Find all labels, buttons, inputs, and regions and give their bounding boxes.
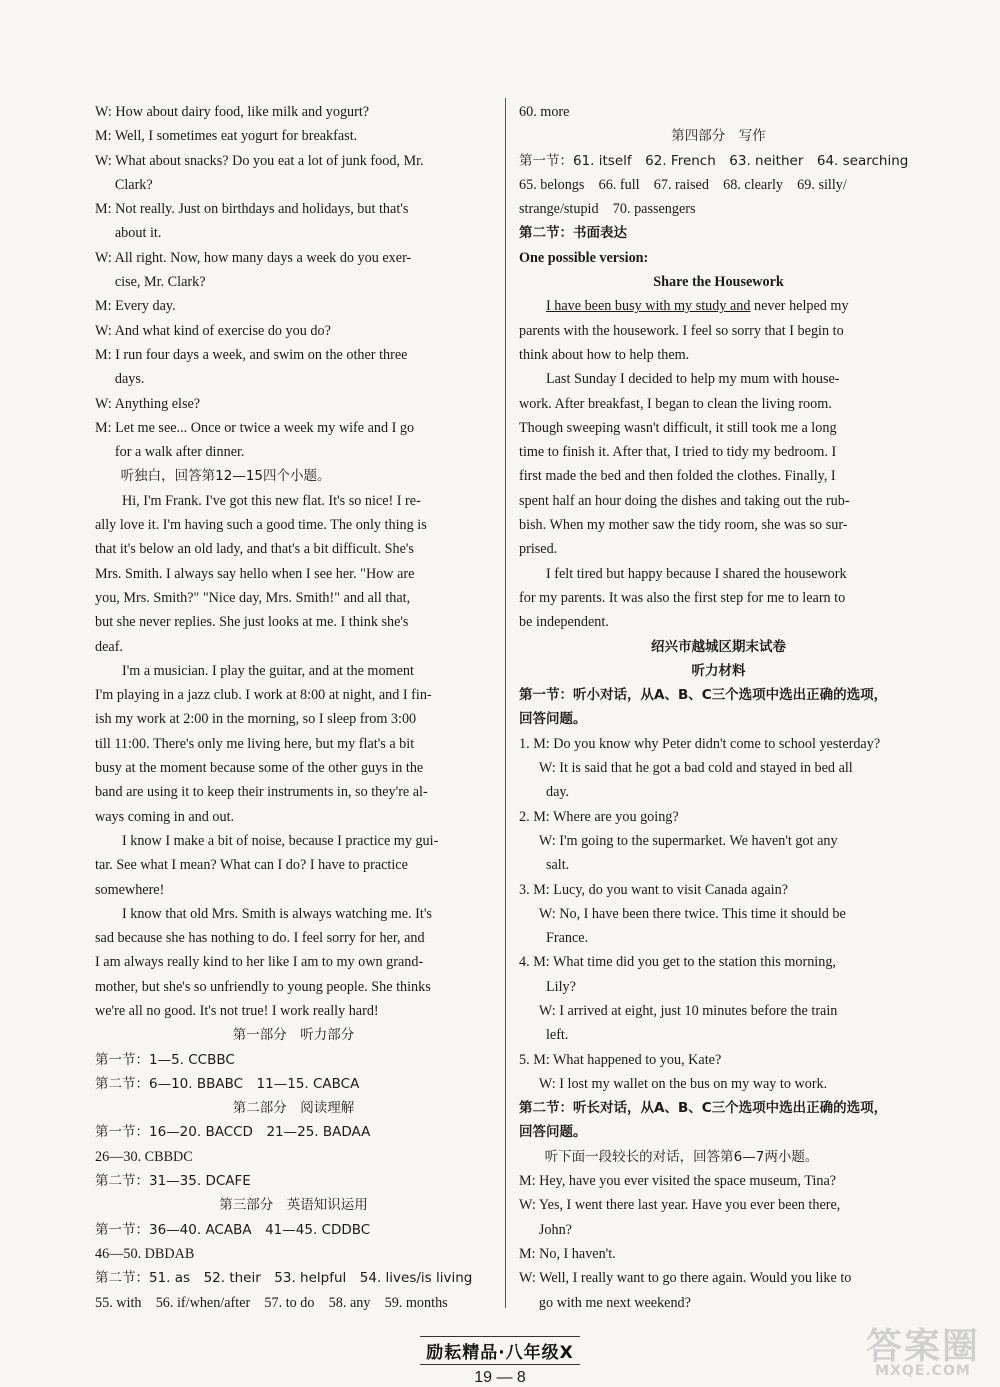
text-line: I know I make a bit of noise, because I practice my gui- — [121, 832, 439, 849]
text-line: W: I'm going to the supermarket. We haven't got any — [538, 832, 838, 849]
text-line: cise, Mr. Clark? — [114, 274, 206, 291]
text-line: One possible version: — [519, 249, 649, 266]
text-line: days. — [114, 371, 145, 388]
text-line — [519, 294, 918, 318]
text-line: 第二部分 阅读理解 — [232, 1100, 355, 1117]
text-line: 65. belongs 66. full 67. raised 68. clearly 69. silly/ — [519, 176, 847, 193]
text-line: 听下面一段较长的对话，回答第6—7两小题。 — [544, 1148, 819, 1165]
underlined-phrase: I have been busy with my study and — [545, 298, 751, 315]
text-line: deaf. — [95, 638, 123, 655]
text-line: 第一节：16—20. BACCD 21—25. BADAA — [95, 1124, 371, 1141]
text-line: 46—50. DBDAB — [95, 1245, 195, 1262]
text-line: W: All right. Now, how many days a week do you exer- — [95, 249, 412, 266]
text-line: 第一节：61. itself 62. French 63. neither 64. searching — [519, 152, 909, 169]
text-line: 听独白，回答第12—15四个小题。 — [120, 468, 331, 485]
text-line: till 11:00. There's only me living here, but my flat's a bit — [95, 735, 415, 752]
text-line: 5. M: What happened to you, Kate? — [519, 1051, 722, 1068]
text-line: 第四部分 写作 — [671, 128, 766, 145]
text-line: W: Anything else? — [95, 395, 201, 412]
text-line: sad because she has nothing to do. I feel sorry for her, and — [95, 930, 425, 947]
text-line: time to finish it. After that, I tried to tidy my bedroom. I — [519, 444, 837, 461]
text-line: be independent. — [519, 614, 609, 631]
text-line: 绍兴市越城区期末试卷 — [651, 638, 786, 655]
text-line: work. After breakfast, I began to clean the living room. — [519, 395, 832, 412]
text-line: Hi, I'm Frank. I've got this new flat. It's so nice! I re- — [121, 492, 421, 509]
text-line: somewhere! — [95, 881, 165, 898]
text-line: John? — [538, 1221, 572, 1238]
text-line: salt. — [545, 857, 570, 874]
text-line: bish. When my mother saw the tidy room, she was so sur- — [519, 517, 848, 534]
text-line: Last Sunday I decided to help my mum with house- — [545, 371, 840, 388]
text-line: 55. with 56. if/when/after 57. to do 58. any 59. months — [95, 1294, 448, 1311]
text-line: ways coming in and out. — [95, 808, 235, 825]
text-line: think about how to help them. — [519, 346, 690, 363]
text-line: W: Yes, I went there last year. Have you ever been there, — [519, 1197, 841, 1214]
text-line: I'm a musician. I play the guitar, and at the moment — [121, 662, 414, 679]
text-line: W: And what kind of exercise do you do? — [95, 322, 331, 339]
text-line: 60. more — [519, 104, 570, 120]
text-line: but she never replies. She just looks at me. I think she's — [95, 614, 409, 631]
text-line: 第一节：1—5. CCBBC — [95, 1051, 235, 1068]
text-line: 回答问题。 — [519, 711, 587, 728]
text-line: 3. M: Lucy, do you want to visit Canada again? — [519, 881, 788, 898]
text-line: W: What about snacks? Do you eat a lot of junk food, Mr. — [95, 152, 424, 169]
text-line: W: I lost my wallet on the bus on my way to work. — [538, 1075, 828, 1092]
text-line: W: It is said that he got a bad cold and stayed in bed all — [538, 760, 853, 777]
text-line: I'm playing in a jazz club. I work at 8:00 at night, and I fin- — [95, 687, 432, 704]
text-line: strange/stupid 70. passengers — [519, 201, 696, 218]
text-line: 第三部分 英语知识运用 — [219, 1197, 368, 1214]
watermark-url: MXQE.COM — [875, 1363, 971, 1379]
text-line: ally love it. I'm having such a good time. The only thing is — [95, 517, 427, 534]
text-line: band are using it to keep their instruments in, so they're al- — [95, 784, 428, 801]
text-line: Lily? — [545, 978, 576, 995]
text-line: M: Hey, have you ever visited the space museum, Tina? — [519, 1173, 837, 1190]
text-line: I am always really kind to her like I am to my own grand- — [95, 954, 424, 971]
text-line: parents with the housework. I feel so sorry that I begin to — [519, 322, 844, 339]
text-line: Mrs. Smith. I always say hello when I see her. "How are — [95, 565, 415, 582]
text-line: left. — [545, 1027, 569, 1044]
text-line: I know that old Mrs. Smith is always watching me. It's — [121, 905, 432, 922]
text-line: busy at the moment because some of the other guys in the — [95, 760, 424, 777]
text-line: M: Let me see... Once or twice a week my wife and I go — [95, 419, 415, 436]
page-footer — [0, 1336, 1000, 1387]
text-line: 回答问题。 — [519, 1124, 587, 1141]
page-number: 19 — 8 — [474, 1369, 526, 1386]
text-line: I felt tired but happy because I shared the housework — [545, 565, 847, 582]
text-line: W: No, I have been there twice. This time it should be — [538, 905, 846, 922]
text-line: 26—30. CBBDC — [95, 1148, 193, 1165]
text-line: Though sweeping wasn't difficult, it still took me a long — [519, 419, 837, 436]
right-column — [519, 100, 918, 1315]
text-line: for a walk after dinner. — [114, 444, 245, 461]
text-line: 第二节：31—35. DCAFE — [95, 1173, 251, 1190]
text-line: ish my work at 2:00 in the morning, so I sleep from 3:00 — [95, 711, 417, 728]
text-line: you, Mrs. Smith?" "Nice day, Mrs. Smith!" and all that, — [95, 589, 411, 606]
text-line: 第二节：书面表达 — [519, 225, 627, 242]
text-line: 第一部分 听力部分 — [232, 1027, 355, 1044]
text-line: M: Every day. — [95, 298, 176, 315]
text-line: that it's below an old lady, and that's a bit difficult. She's — [95, 541, 414, 558]
text-line: 1. M: Do you know why Peter didn't come to school yesterday? — [519, 735, 881, 752]
text-line: France. — [545, 930, 589, 947]
text-line: W: Well, I really want to go there again. Would you like to — [519, 1270, 852, 1287]
text-line: W: I arrived at eight, just 10 minutes before the train — [538, 1002, 838, 1019]
text-line: spent half an hour doing the dishes and taking out the rub- — [519, 492, 850, 509]
text-line: 第一节：听小对话，从A、B、C三个选项中选出正确的选项， — [519, 687, 888, 704]
text-line: first made the bed and then folded the clothes. Finally, I — [519, 468, 836, 485]
text-line: 第二节：51. as 52. their 53. helpful 54. lives/is living — [95, 1270, 473, 1287]
column-divider — [505, 98, 506, 1308]
text-line: Share the Housework — [653, 274, 784, 291]
text-line: prised. — [519, 541, 558, 558]
watermark-logo — [866, 1318, 980, 1379]
text-line: M: Well, I sometimes eat yogurt for breakfast. — [95, 128, 358, 145]
footer-brand: 励耘精品·八年级X — [420, 1336, 580, 1365]
text-line: tar. See what I mean? What can I do? I have to practice — [95, 857, 408, 874]
text-line: M: Not really. Just on birthdays and holidays, but that's — [95, 201, 409, 218]
text-line: 第一节：36—40. ACABA 41—45. CDDBC — [95, 1221, 371, 1238]
text-line: about it. — [114, 225, 162, 242]
text-line: 2. M: Where are you going? — [519, 808, 679, 825]
watermark-title: 答案圈 — [865, 1326, 980, 1367]
text-fragment: never helped my — [750, 298, 849, 315]
text-line: 第二节：6—10. BBABC 11—15. CABCA — [95, 1075, 360, 1092]
text-line: mother, but she's so unfriendly to young people. She thinks — [95, 978, 431, 995]
left-column — [95, 100, 492, 1315]
text-line: 第二节：听长对话，从A、B、C三个选项中选出正确的选项， — [519, 1100, 888, 1117]
text-line: for my parents. It was also the first step for me to learn to — [519, 589, 846, 606]
text-line: go with me next weekend? — [538, 1294, 691, 1311]
text-line: we're all no good. It's not true! I work really hard! — [95, 1002, 379, 1019]
text-line: Clark? — [114, 176, 153, 193]
text-line: day. — [545, 784, 570, 801]
text-line: 4. M: What time did you get to the station this morning, — [519, 954, 836, 971]
text-line: 听力材料 — [691, 662, 746, 679]
text-line: M: I run four days a week, and swim on the other three — [95, 346, 408, 363]
text-line: M: No, I haven't. — [519, 1245, 616, 1262]
text-line: W: How about dairy food, like milk and yogurt? — [95, 104, 370, 120]
